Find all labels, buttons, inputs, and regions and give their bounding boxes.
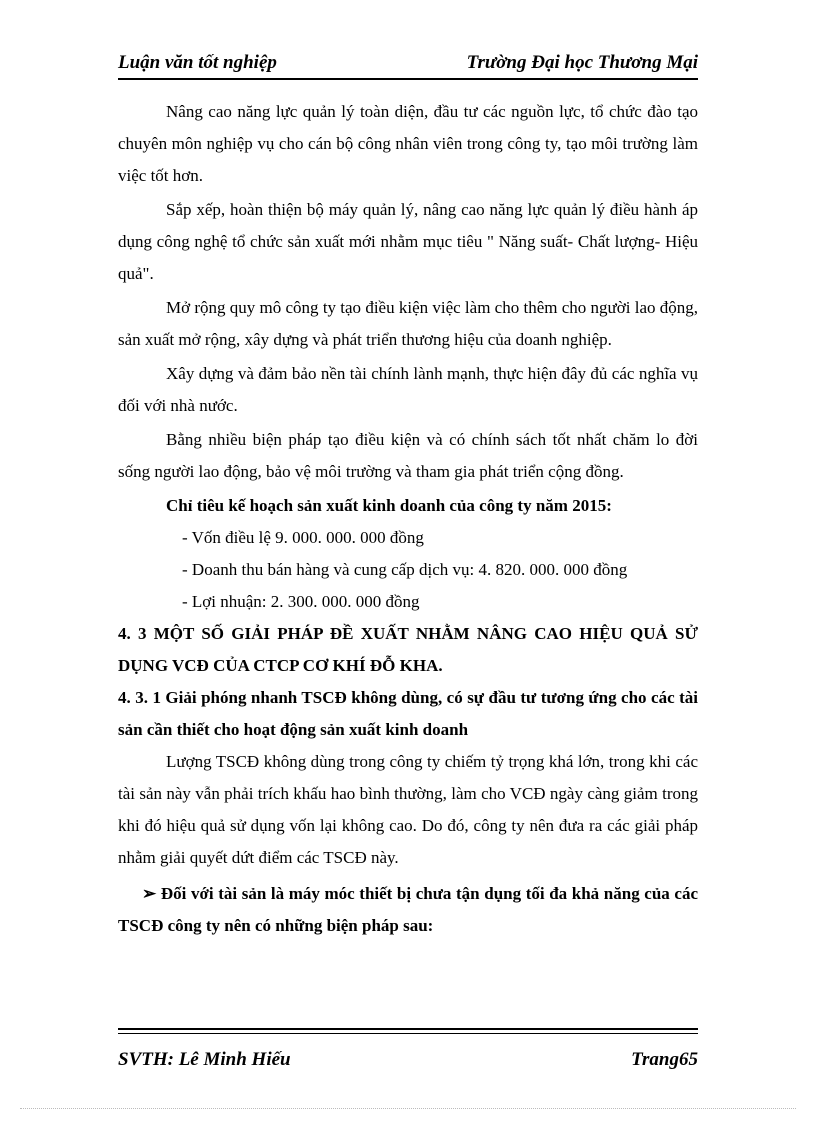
paragraph-6: Lượng TSCĐ không dùng trong công ty chiếm tỷ trọng khá lớn, trong khi các tài sản này vẫn phải trích khấu hao bình thường, làm cho VCĐ ngày càng giảm trong khi đó hiệu quả sử dụng vốn lại không cao. Do đó, công ty nên đưa ra các giải pháp nhằm giải quyết dứt điểm các TSCĐ này. bbox=[118, 752, 698, 867]
header-university-label: Trường Đại học Thương Mại bbox=[466, 52, 698, 73]
footer-rule-thick bbox=[118, 1028, 698, 1030]
paragraph-3: Mở rộng quy mô công ty tạo điều kiện việc làm cho thêm cho người lao động, sản xuất mở rộng, xây dựng và phát triển thương hiệu của doanh nghiệp. bbox=[118, 298, 698, 349]
plan-bullet-capital: - Vốn điều lệ 9. 000. 000. 000 đồng bbox=[182, 528, 424, 547]
footer-page-number: Trang65 bbox=[631, 1049, 698, 1070]
page-footer bbox=[118, 1049, 698, 1071]
plan-bullet-profit: - Lợi nhuận: 2. 300. 000. 000 đồng bbox=[182, 592, 420, 611]
arrow-heading-text: Đối với tài sản là máy móc thiết bị chưa tận dụng tối đa khả năng của các TSCĐ công ty nên có những biện pháp sau: bbox=[118, 884, 698, 935]
footer-rule-thin bbox=[118, 1033, 698, 1034]
page-header bbox=[118, 52, 698, 74]
plan-title: Chỉ tiêu kế hoạch sản xuất kinh doanh của công ty năm 2015: bbox=[166, 496, 612, 515]
paragraph-2: Sắp xếp, hoàn thiện bộ máy quản lý, nâng cao năng lực quản lý điều hành áp dụng công nghệ tổ chức sản xuất mới nhằm mục tiêu " Năng suất- Chất lượng- Hiệu quả". bbox=[118, 200, 698, 283]
page-body bbox=[118, 96, 698, 942]
header-rule bbox=[118, 78, 698, 80]
arrow-heading bbox=[118, 878, 698, 942]
paragraph-4: Xây dựng và đảm bảo nền tài chính lành mạnh, thực hiện đây đủ các nghĩa vụ đối với nhà nước. bbox=[118, 364, 698, 415]
arrow-bullet-icon: ➢ bbox=[142, 884, 157, 903]
paragraph-1: Nâng cao năng lực quản lý toàn diện, đầu tư các nguồn lực, tổ chức đào tạo chuyên môn nghiệp vụ cho cán bộ công nhân viên trong công ty, tạo môi trường làm việc tốt hơn. bbox=[118, 102, 698, 185]
paragraph-5: Bằng nhiều biện pháp tạo điều kiện và có chính sách tốt nhất chăm lo đời sống người lao động, bảo vệ môi trường và tham gia phát triển cộng đồng. bbox=[118, 430, 698, 481]
page-bottom-dotted-line bbox=[20, 1108, 796, 1110]
plan-bullet-revenue: - Doanh thu bán hàng và cung cấp dịch vụ: 4. 820. 000. 000 đồng bbox=[182, 560, 628, 579]
footer-author: SVTH: Lê Minh Hiếu bbox=[118, 1049, 291, 1070]
section-heading: 4. 3 MỘT SỐ GIẢI PHÁP ĐỀ XUẤT NHẰM NÂNG CAO HIỆU QUẢ SỬ DỤNG VCĐ CỦA CTCP CƠ KHÍ ĐỖ KHA. bbox=[118, 624, 698, 675]
sub-heading: 4. 3. 1 Giải phóng nhanh TSCĐ không dùng, có sự đầu tư tương ứng cho các tài sản cần thiết cho hoạt động sản xuất kinh doanh bbox=[118, 688, 698, 739]
header-thesis-label: Luận văn tốt nghiệp bbox=[118, 52, 277, 73]
